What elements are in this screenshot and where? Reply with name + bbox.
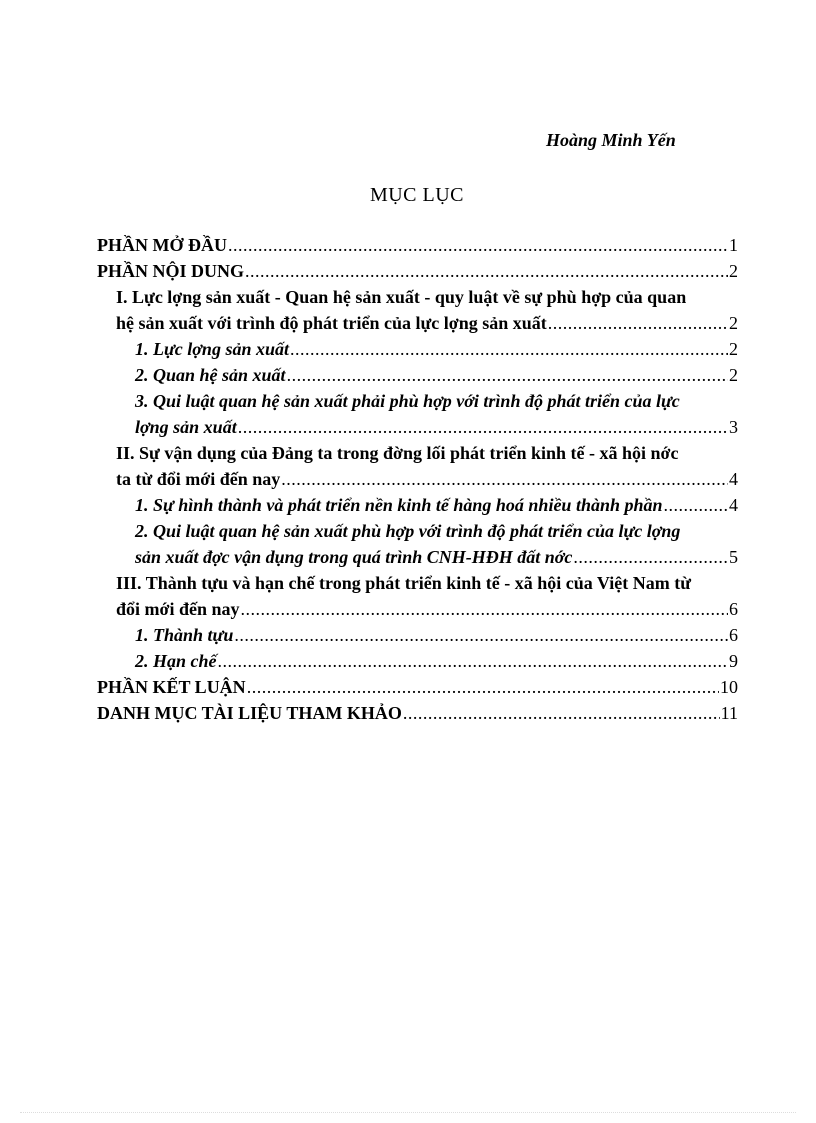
toc-entry-text: đổi mới đến nay — [116, 599, 240, 619]
toc-entry-text: ta từ đổi mới đến nay — [116, 469, 281, 489]
toc-page-number: 6 — [729, 599, 738, 619]
toc-entry-section-1[interactable] — [97, 284, 738, 336]
leader-dots — [287, 362, 728, 388]
leader-dots — [281, 466, 728, 492]
toc-entry-text: 1. Lực lợng sản xuất — [135, 339, 289, 359]
leader-dots — [245, 258, 728, 284]
toc-page-number: 2 — [729, 365, 738, 385]
toc-entry-section-3-1[interactable] — [97, 622, 738, 648]
page-footer-divider — [20, 1112, 796, 1113]
author-name: Hoàng Minh Yến — [546, 130, 676, 150]
toc-entry-section-2-1[interactable] — [97, 492, 738, 518]
leader-dots — [228, 232, 728, 258]
toc-entry-section-3-2[interactable] — [97, 648, 738, 674]
toc-entry-noi-dung[interactable] — [97, 258, 738, 284]
leader-dots — [664, 492, 728, 518]
toc-entry-text: sản xuất đợc vận dụng trong quá trình CNH-HĐH đất nớc — [135, 547, 573, 567]
toc-entry-text: 2. Quan hệ sản xuất — [135, 365, 286, 385]
toc-page-number: 1 — [729, 235, 738, 255]
toc-entry-text: 1. Thành tựu — [135, 625, 234, 645]
toc-entry-section-3[interactable] — [97, 570, 738, 622]
table-of-contents — [97, 232, 738, 726]
leader-dots — [573, 544, 728, 570]
toc-entry-text: DANH MỤC TÀI LIỆU THAM KHẢO — [97, 703, 402, 723]
toc-page-number: 4 — [729, 495, 738, 515]
toc-entry-text-line1: 3. Qui luật quan hệ sản xuất phải phù hợp với trình độ phát triển của lực — [135, 391, 680, 411]
toc-page-number: 2 — [729, 339, 738, 359]
toc-page-number: 10 — [720, 677, 738, 697]
toc-entry-section-1-1[interactable] — [97, 336, 738, 362]
toc-entry-text: PHẦN KẾT LUẬN — [97, 677, 246, 697]
toc-entry-section-2-2[interactable] — [97, 518, 738, 570]
toc-entry-text-line1: 2. Qui luật quan hệ sản xuất phù hợp với trình độ phát triển của lực lợng — [135, 521, 681, 541]
leader-dots — [290, 336, 728, 362]
toc-entry-text: lợng sản xuất — [135, 417, 237, 437]
toc-page-number: 4 — [729, 469, 738, 489]
toc-entry-text: PHẦN MỞ ĐẦU — [97, 235, 227, 255]
leader-dots — [403, 700, 720, 726]
toc-entry-text: hệ sản xuất với trình độ phát triển của lực lợng sản xuất — [116, 313, 547, 333]
toc-entry-ket-luan[interactable] — [97, 674, 738, 700]
toc-entry-section-1-3[interactable] — [97, 388, 738, 440]
toc-entry-text-line1: I. Lực lợng sản xuất - Quan hệ sản xuất - quy luật về sự phù hợp của quan — [116, 287, 687, 307]
toc-entry-text: 2. Hạn chế — [135, 651, 217, 671]
toc-entry-text-line1: II. Sự vận dụng của Đảng ta trong đờng lối phát triển kinh tế - xã hội nớc — [116, 443, 679, 463]
toc-page-number: 9 — [729, 651, 738, 671]
toc-entry-text-line1: III. Thành tựu và hạn chế trong phát triển kinh tế - xã hội của Việt Nam từ — [116, 573, 692, 593]
toc-page-number: 11 — [720, 703, 738, 723]
leader-dots — [218, 648, 728, 674]
leader-dots — [238, 414, 728, 440]
toc-entry-tai-lieu[interactable] — [97, 700, 738, 726]
toc-entry-section-1-2[interactable] — [97, 362, 738, 388]
toc-page-number: 2 — [729, 261, 738, 281]
toc-entry-section-2[interactable] — [97, 440, 738, 492]
toc-title: MỤC LỤC — [369, 184, 465, 206]
toc-page-number: 6 — [729, 625, 738, 645]
leader-dots — [234, 622, 728, 648]
toc-entry-mo-dau[interactable] — [97, 232, 738, 258]
toc-page-number: 2 — [729, 313, 738, 333]
leader-dots — [241, 596, 729, 622]
toc-entry-text: 1. Sự hình thành và phát triển nền kinh tế hàng hoá nhiều thành phần — [135, 495, 663, 515]
leader-dots — [247, 674, 719, 700]
toc-page-number: 3 — [729, 417, 738, 437]
toc-entry-text: PHẦN NỘI DUNG — [97, 261, 244, 281]
leader-dots — [548, 310, 728, 336]
toc-page-number: 5 — [729, 547, 738, 567]
